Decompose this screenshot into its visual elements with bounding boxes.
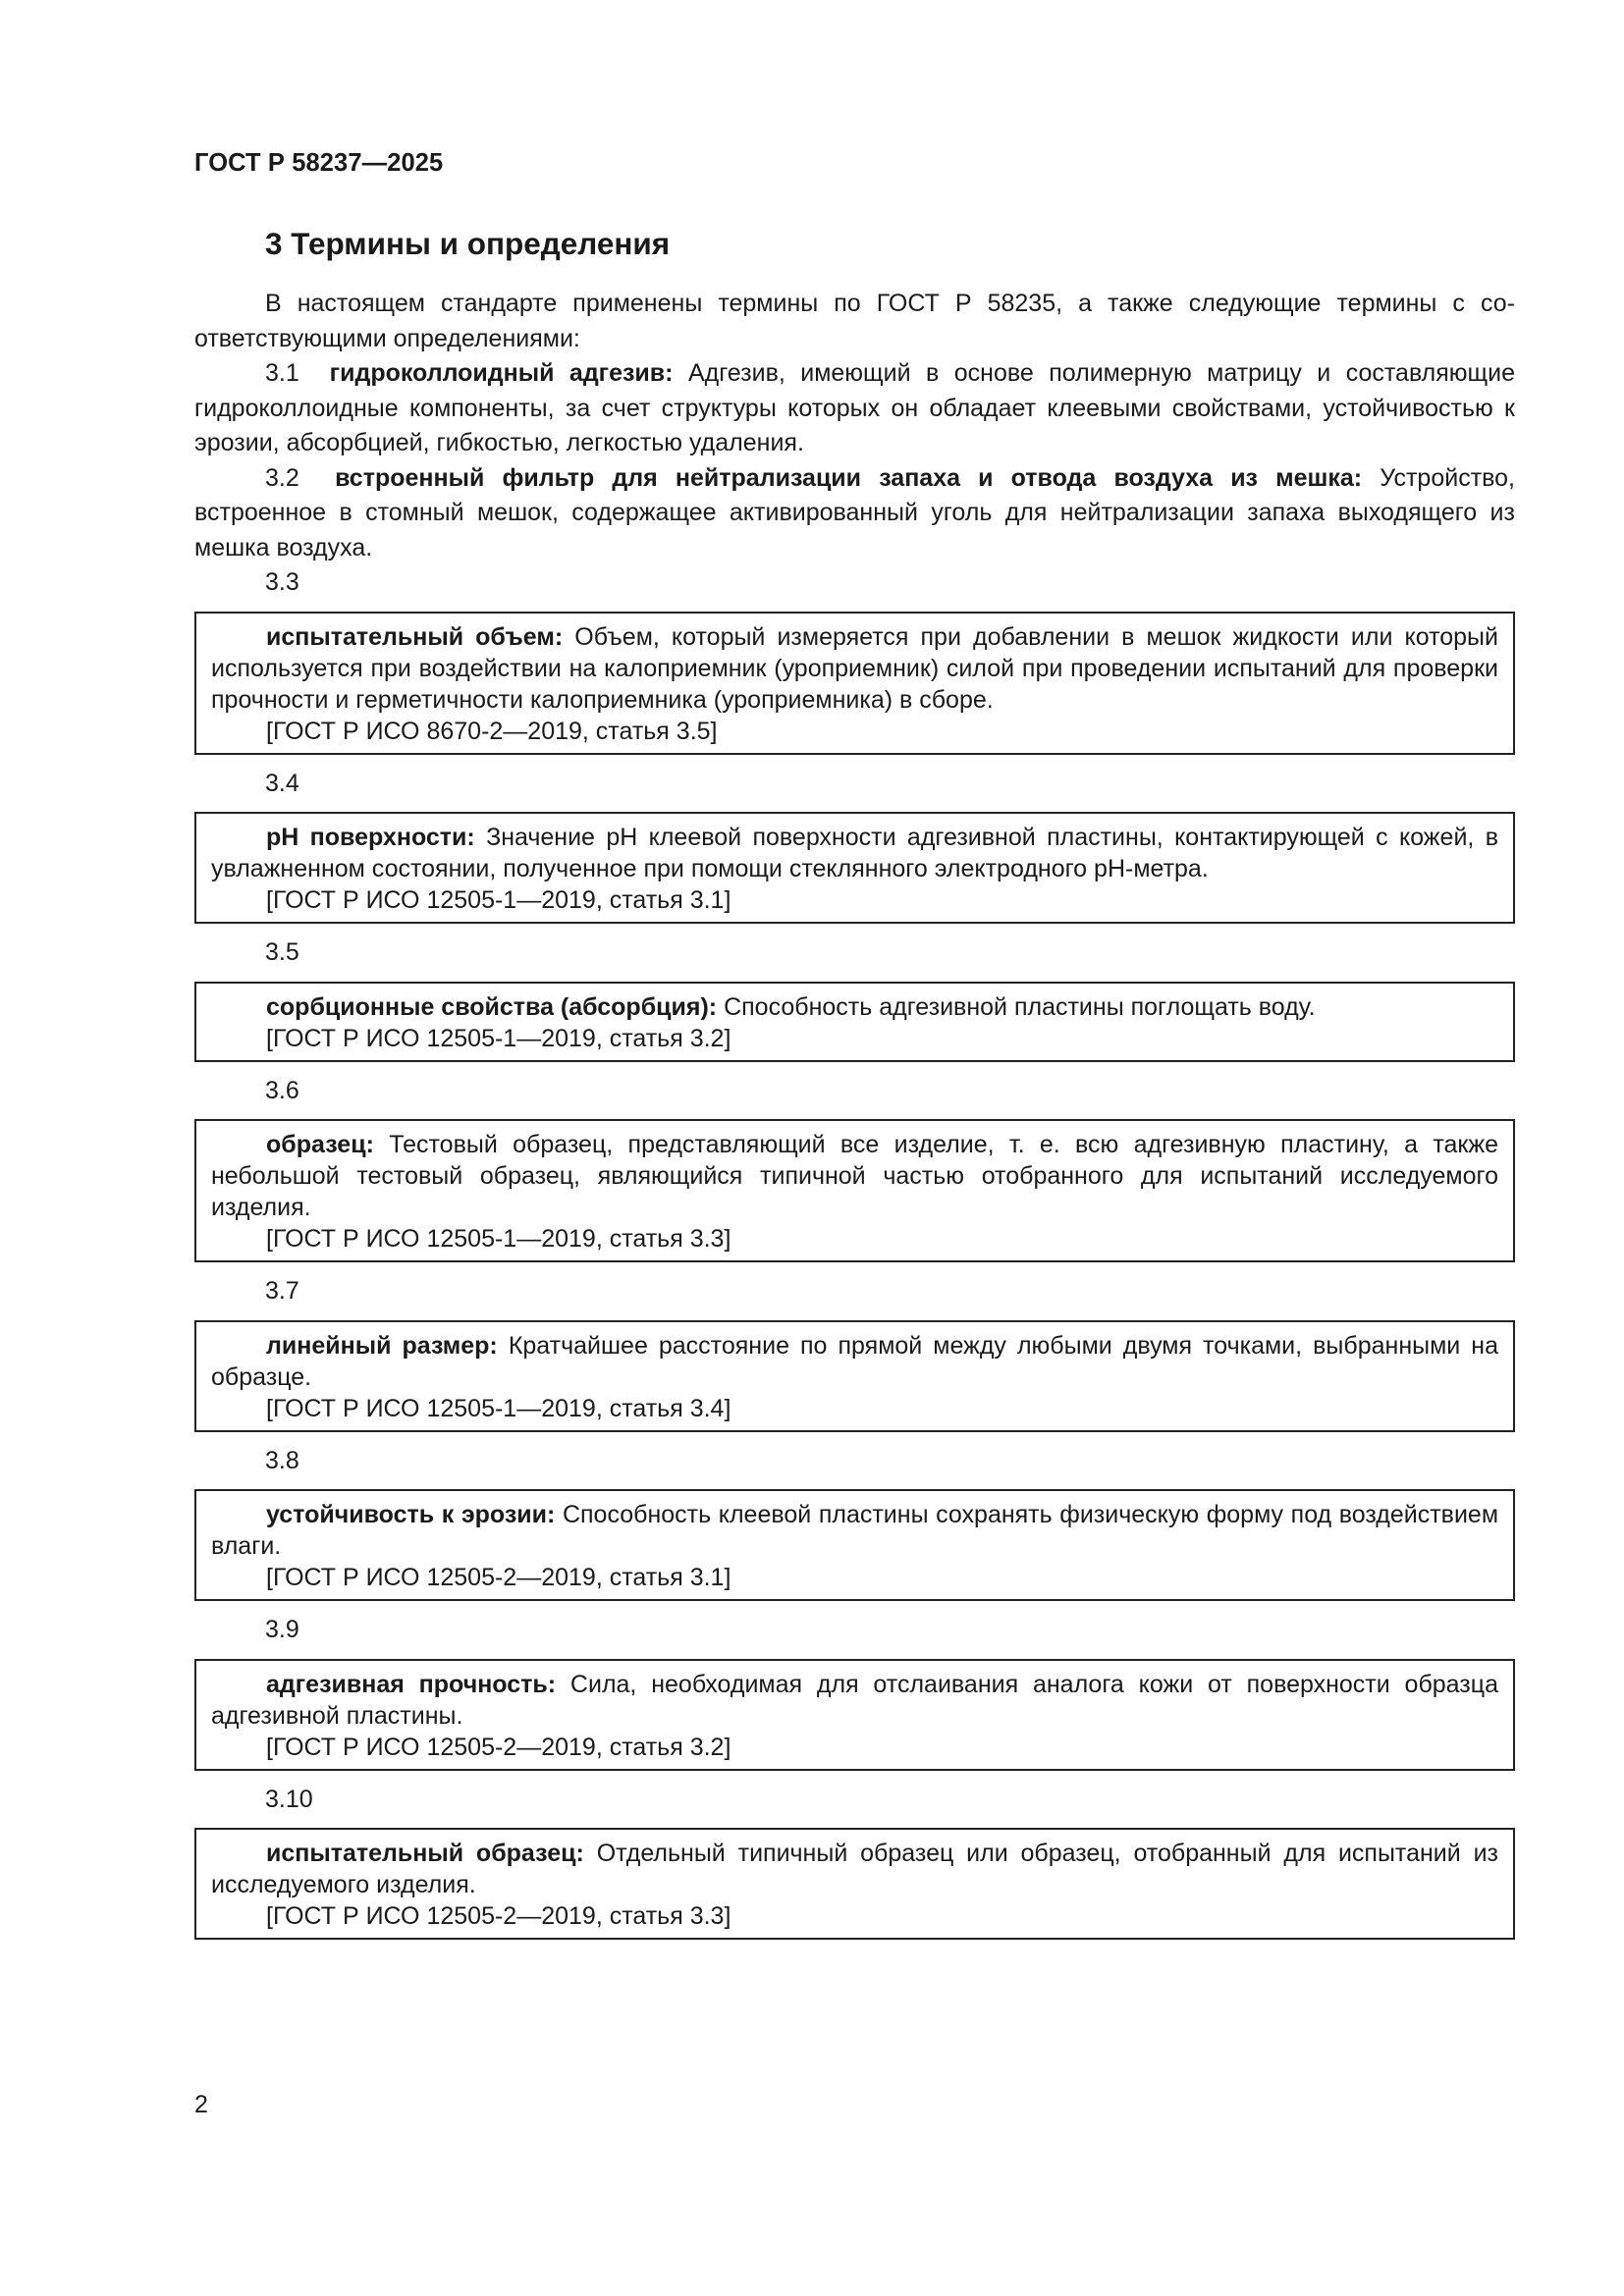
- term-title: встроенный фильтр для нейтрализации запаха и отвода воздуха из мешка:: [335, 463, 1363, 492]
- term-title: сорбционные свойства (абсорбция):: [266, 992, 718, 1021]
- boxed-terms-list: [194, 565, 1515, 1940]
- term-definition-line: [211, 1838, 1498, 1900]
- term-source: [ГОСТ Р ИСО 12505-1—2019, статья 3.4]: [266, 1394, 731, 1422]
- term-number: 3.8: [265, 1446, 299, 1474]
- intro-paragraph: В настоящем стандарте применены термины по ГОСТ Р 58235, а также следующие термины с со-ответствующими определениями:: [194, 290, 1515, 352]
- term-title: испытательный образец:: [266, 1840, 584, 1867]
- term-definition-line: [211, 822, 1498, 884]
- term-title: линейный размер:: [266, 1331, 498, 1360]
- term-definition-line: [211, 1499, 1498, 1562]
- term-box: [194, 1828, 1515, 1940]
- term-definition: Кратчайшее расстояние по прямой между любыми двумя точками, выбранными на образце.: [211, 1331, 1498, 1391]
- term-box: [194, 1119, 1515, 1262]
- section-title: 3 Термины и определения: [265, 226, 671, 261]
- term-definition: Сила, необходимая для отслаивания аналога кожи от поверхности образца адгезивной пластины.: [211, 1670, 1498, 1730]
- term-box: [194, 982, 1515, 1062]
- term-definition: Отдельный типичный образец или образец, отобранный для испытаний из исследуемого изделия.: [211, 1840, 1499, 1898]
- term-number: 3.1: [265, 359, 299, 387]
- term-definition-line: [211, 621, 1498, 716]
- term-definition-line: [211, 1129, 1498, 1223]
- term-source: [ГОСТ Р ИСО 12505-1—2019, статья 3.1]: [266, 886, 731, 914]
- term-source: [ГОСТ Р ИСО 12505-2—2019, статья 3.1]: [266, 1564, 731, 1591]
- term-box: [194, 1320, 1515, 1432]
- term-definition: Адгезив, имеющий в основе полимерную матрицу и составляющие гидроколлоидные компоненты, за счет структуры которых он обладает клеевыми свойствами, устойчивостью к эрозии, абсорбцией, гибкостью, легкостью удаления.: [194, 359, 1515, 456]
- term-number: 3.9: [265, 1616, 299, 1643]
- term-source: [ГОСТ Р ИСО 12505-1—2019, статья 3.3]: [266, 1225, 731, 1253]
- term-definition: Способность адгезивной пластины поглощать воду.: [724, 992, 1316, 1021]
- term-title: образец:: [266, 1131, 374, 1158]
- term-number: 3.7: [265, 1277, 299, 1305]
- term-box: [194, 612, 1515, 755]
- term-paragraph-3-2: [194, 461, 1515, 566]
- term-number: 3.5: [265, 938, 299, 966]
- term-definition: Способность клеевой пластины сохранять физическую форму под воздействием влаги.: [211, 1501, 1499, 1560]
- term-number: 3.6: [265, 1076, 299, 1104]
- term-number: 3.3: [265, 568, 299, 596]
- term-source: [ГОСТ Р ИСО 12505-1—2019, статья 3.2]: [266, 1024, 731, 1052]
- term-number: 3.10: [265, 1785, 313, 1813]
- term-definition-line: [211, 1330, 1498, 1393]
- term-paragraph-3-1: [194, 356, 1515, 461]
- term-number: 3.4: [265, 769, 299, 797]
- term-definition: Объем, который измеряется при добавлении в мешок жидкости или который используется при воздействии на калоприемник (уроприемник) силой при проведении испытаний для проверки прочности и герметичности калоприемника (уроприемника) в сборе.: [211, 622, 1498, 714]
- term-definition: Значение рН клеевой поверхности адгезивной пластины, контактирующей с кожей, в увлажненном состоянии, полученное при помощи стеклянного электродного рН-метра.: [211, 824, 1498, 882]
- term-title: испытательный объем:: [266, 622, 564, 651]
- term-source: [ГОСТ Р ИСО 8670-2—2019, статья 3.5]: [266, 717, 718, 745]
- term-box: [194, 1659, 1515, 1771]
- document-body: [194, 287, 1515, 1951]
- document-header: ГОСТ Р 58237—2025: [194, 149, 444, 177]
- term-box: [194, 1489, 1515, 1601]
- term-title: рН поверхности:: [266, 824, 475, 851]
- term-title: устойчивость к эрозии:: [266, 1501, 556, 1528]
- term-definition-line: [211, 1669, 1498, 1732]
- page-number: 2: [194, 2091, 208, 2118]
- term-source: [ГОСТ Р ИСО 12505-2—2019, статья 3.2]: [266, 1733, 731, 1761]
- term-definition: Тестовый образец, представляющий все изделие, т. е. всю адгезивную пластину, а также небольшой тестовый образец, являющийся типичной частью отобранного для испытаний исследуемого изделия.: [211, 1131, 1498, 1221]
- term-definition: Устройство, встроенное в стомный мешок, содержащее активированный уголь для нейтрализации запаха выходящего из мешка воздуха.: [194, 463, 1515, 561]
- term-title: гидроколлоидный адгезив:: [329, 359, 674, 387]
- term-box: [194, 812, 1515, 924]
- term-source: [ГОСТ Р ИСО 12505-2—2019, статья 3.3]: [266, 1902, 731, 1930]
- term-title: адгезивная прочность:: [266, 1670, 557, 1698]
- term-definition-line: [211, 991, 1498, 1023]
- term-number: 3.2: [265, 463, 299, 492]
